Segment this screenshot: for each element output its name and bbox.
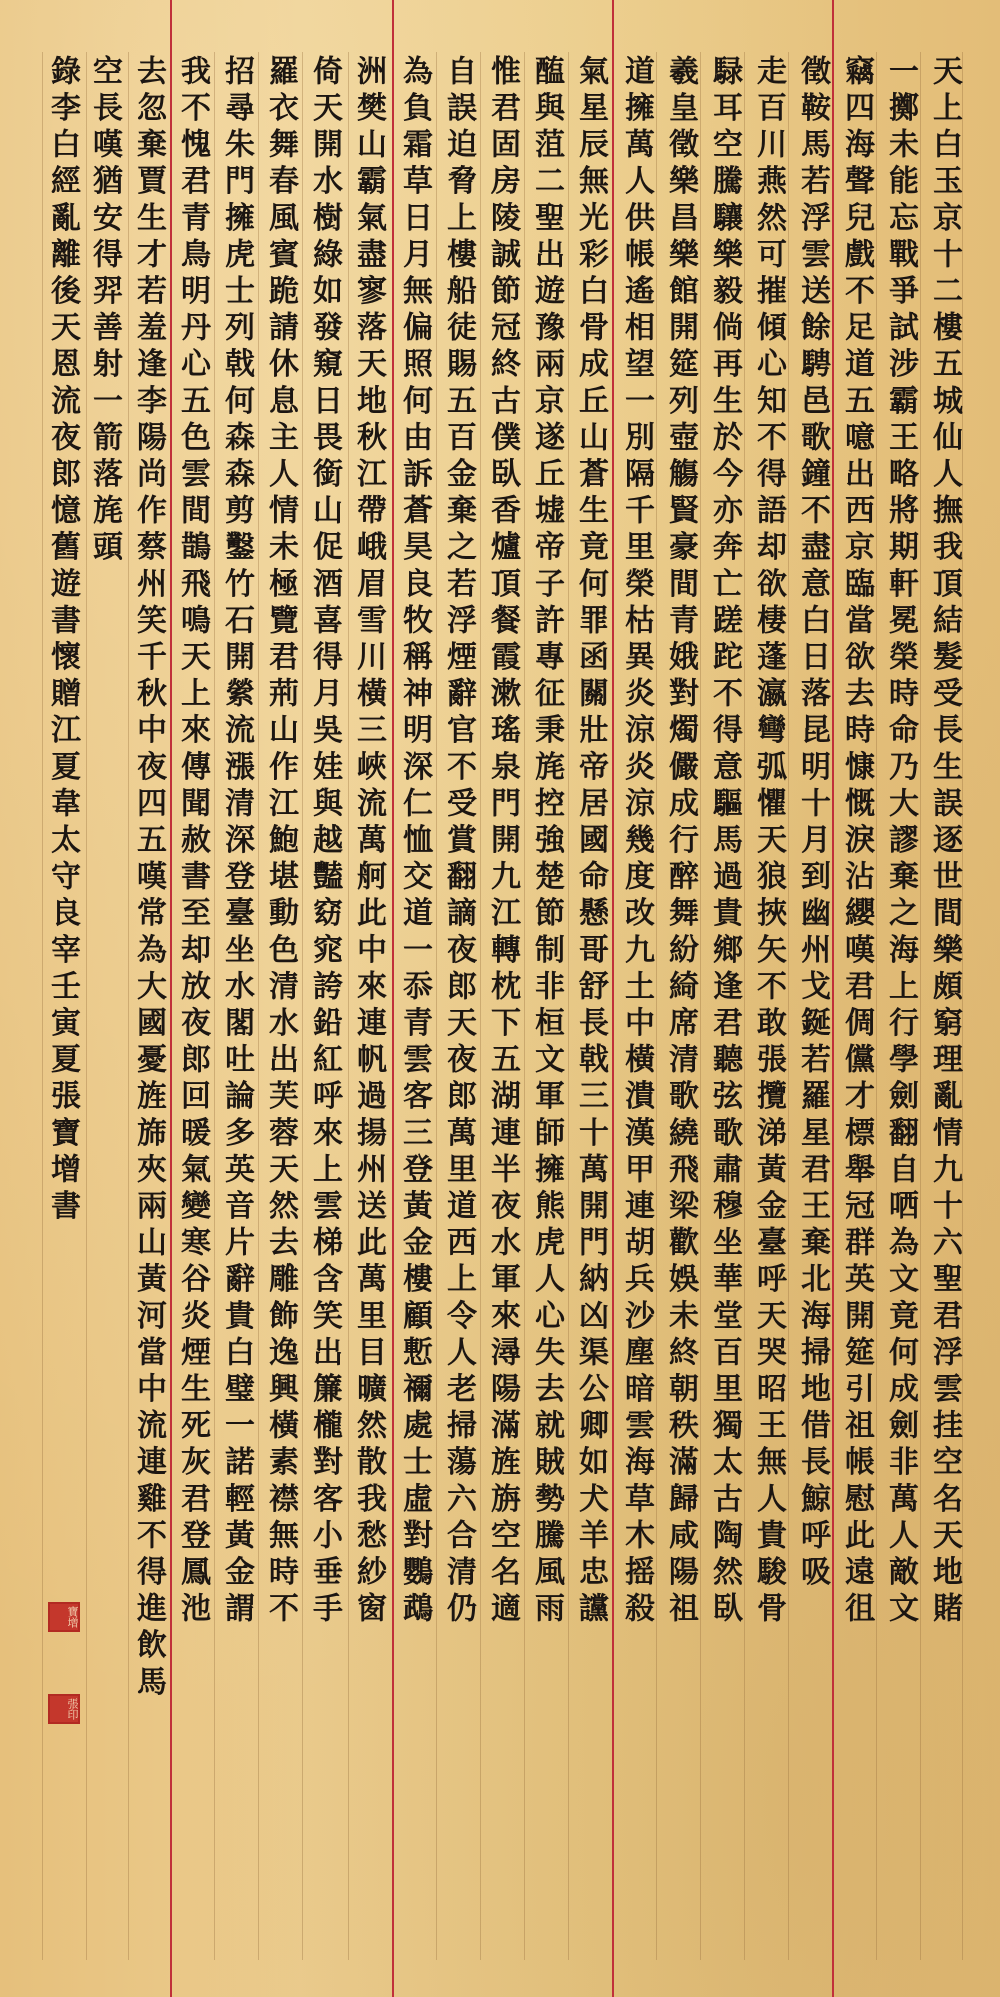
text-column: 一擲未能忘戰爭試涉霸王略將期軒冕榮時命乃大謬棄之海上行學劍翻自哂為文竟何成劍非萬人敵文 <box>883 55 918 1629</box>
grid-line <box>302 52 303 1960</box>
text-column: 洲樊山霸氣盡寥落天地秋江帶峨眉雪川橫三峽流萬舸此中來連帆過揚州送此萬里目曠然散我愁紗窗 <box>351 55 386 1629</box>
text-column: 天上白玉京十二樓五城仙人撫我頂結髮受長生誤逐世間樂頗窮理亂情九十六聖君浮雲挂空名天地賭 <box>927 55 962 1629</box>
grid-line <box>214 52 215 1960</box>
signature-column: 錄李白經亂離後天恩流夜郎憶舊遊書懷贈江夏韋太守良宰壬寅夏張寶增書 <box>45 55 80 1227</box>
grid-line <box>700 52 701 1960</box>
text-column: 自誤迫脅上樓船徒賜五百金棄之若浮煙辭官不受賞翻謫夜郎天夜郎萬里道西上令人老掃蕩六合清仍 <box>441 55 476 1629</box>
text-column: 醢與菹二聖出遊豫兩京遂丘墟帝子許專征秉旄控強楚節制非桓文軍師擁熊虎人心失去就賊勢騰風雨 <box>529 55 564 1629</box>
text-column: 羅衣舞春風賓跪請休息主人情未極覽君荊山作江鮑堪動色清水出芙蓉天然去雕飾逸興橫素襟無時不 <box>263 55 298 1629</box>
grid-line <box>788 52 789 1960</box>
grid-line <box>568 52 569 1960</box>
text-column: 空長嘆猶安得羿善射一箭落旄頭 <box>87 55 122 568</box>
text-column: 氣星辰無光彩白骨成丘山蒼生竟何罪函關壯帝居國命懸哥舒長戟三十萬開門納凶渠公卿如犬羊忠讜 <box>573 55 608 1629</box>
text-column: 倚天開水樹綠如發窺日畏銜山促酒喜得月吳娃與越豔窈窕誇鉛紅呼來上雲梯含笑出簾櫳對客小垂手 <box>307 55 342 1629</box>
text-column: 招尋朱門擁虎士列戟何森森剪鑿竹石開縈流漲清深登臺坐水閣吐論多英音片辭貴白璧一諾輕黃金謂 <box>219 55 254 1629</box>
text-column: 道擁萬人供帳遙相望一別隔千里榮枯異炎涼炎涼幾度改九土中橫潰漢甲連胡兵沙塵暗雲海草木摇殺 <box>619 55 654 1629</box>
grid-line <box>436 52 437 1960</box>
grid-line <box>920 52 921 1960</box>
seal-stamp: 張印 <box>48 1694 80 1724</box>
text-column: 竊四海聲兒戲不足道五噫出西京臨當欲去時慷慨淚沾纓嘆君倜儻才標舉冠群英開筵引祖帳慰此遠徂 <box>839 55 874 1629</box>
grid-line <box>258 52 259 1960</box>
grid-line <box>744 52 745 1960</box>
text-column: 惟君固房陵誠節冠終古僕臥香爐頂餐霞漱瑤泉門開九江轉枕下五湖連半夜水軍來潯陽滿旌旃空名適 <box>485 55 520 1629</box>
text-column: 羲皇徵樂昌樂館開筵列壺觴賢豪間青娥對燭儼成行醉舞紛綺席清歌繞飛梁歡娛未終朝秩滿歸咸陽祖 <box>663 55 698 1629</box>
text-column: 為負霜草日月無偏照何由訴蒼昊良牧稱神明深仁恤交道一忝青雲客三登黃金樓顧慙禰處士虛對鸚鵡 <box>397 55 432 1629</box>
seal-stamp: 寶增 <box>48 1602 80 1632</box>
text-column: 徵鞍馬若浮雲送餘騁邑歌鐘不盡意白日落昆明十月到幽州戈鋋若羅星君王棄北海掃地借長鯨呼吸 <box>795 55 830 1593</box>
grid-line <box>480 52 481 1960</box>
text-column: 去忽棄賈生才若羞逢李陽尚作蔡州笑千秋中夜四五嘆常為大國憂旌旆夾兩山黃河當中流連雞不得進飲馬 <box>131 55 166 1702</box>
text-column: 走百川燕然可摧傾心知不得語却欲棲蓬瀛彎弧懼天狼挾矢不敢張攬涕黃金臺呼天哭昭王無人貴駿骨 <box>751 55 786 1629</box>
text-column: 騄耳空騰驤樂毅倘再生於今亦奔亡蹉跎不得意驅馬過貴鄉逢君聽弦歌肅穆坐華堂百里獨太古陶然臥 <box>707 55 742 1629</box>
red-rule-line <box>832 0 834 1997</box>
red-rule-line <box>612 0 614 1997</box>
grid-line <box>524 52 525 1960</box>
grid-line <box>656 52 657 1960</box>
text-column: 我不愧君青鳥明丹心五色雲間鵲飛鳴天上來傳聞赦書至却放夜郎回暖氣變寒谷炎煙生死灰君登鳳池 <box>175 55 210 1629</box>
grid-line <box>876 52 877 1960</box>
